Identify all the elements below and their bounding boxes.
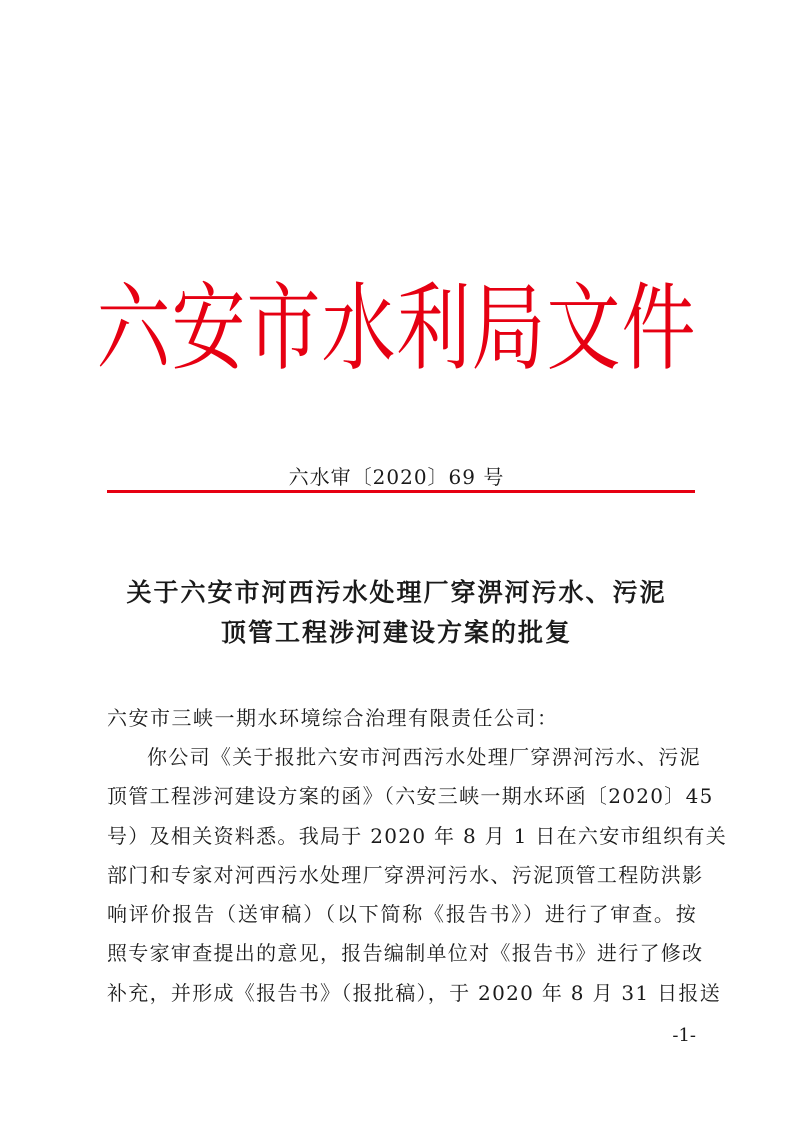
body-line: 补充，并形成《报告书》（报批稿），于 2020 年 8 月 31 日报送 bbox=[107, 980, 722, 1005]
body-paragraph bbox=[107, 738, 727, 1013]
page-number: -1- bbox=[672, 1025, 696, 1046]
document-title bbox=[90, 573, 703, 653]
document-number: 六水审〔2020〕69 号 bbox=[288, 465, 505, 489]
document-title-line-2: 顶管工程涉河建设方案的批复 bbox=[220, 618, 572, 647]
body-line: 你公司《关于报批六安市河西污水处理厂穿淠河污水、污泥 bbox=[147, 745, 701, 769]
body-line: 部门和专家对河西污水处理厂穿淠河污水、污泥顶管工程防洪影 bbox=[107, 862, 704, 887]
issuer-header-title: 六安市水利局文件 bbox=[96, 273, 697, 384]
red-divider-line bbox=[107, 490, 695, 493]
body-line: 顶管工程涉河建设方案的函》（六安三峡一期水环函〔2020〕45 bbox=[107, 784, 714, 809]
document-title-line-1: 关于六安市河西污水处理厂穿淠河污水、污泥 bbox=[126, 578, 667, 607]
body-line: 号）及相关资料悉。我局于 2020 年 8 月 1 日在六安市组织有关 bbox=[107, 823, 727, 848]
body-line: 响评价报告（送审稿）（以下简称《报告书》）进行了审查。按 bbox=[107, 902, 697, 927]
addressee: 六安市三峡一期水环境综合治理有限责任公司： bbox=[107, 706, 559, 730]
body-line: 照专家审查提出的意见，报告编制单位对《报告书》进行了修改 bbox=[107, 941, 704, 966]
